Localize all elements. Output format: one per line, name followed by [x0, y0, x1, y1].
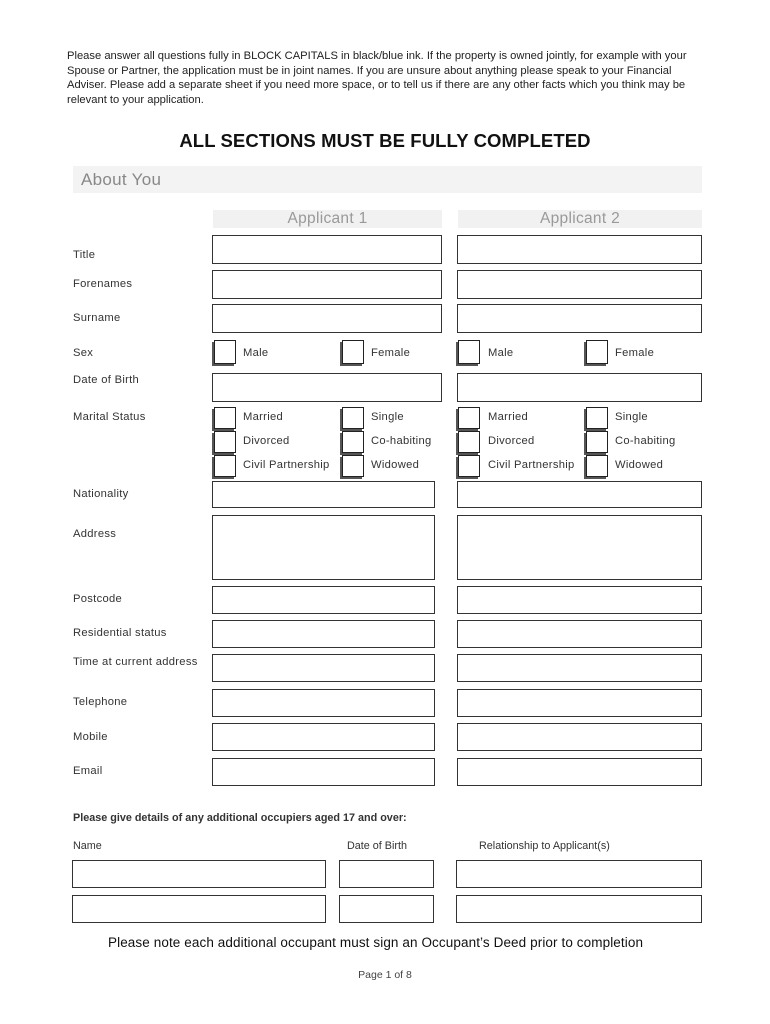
page-number: Page 1 of 8: [358, 969, 412, 981]
applicant-2-divorced-label: Divorced: [488, 435, 535, 447]
applicant-1-header: Applicant 1: [213, 210, 442, 228]
occupier-2-dob-input[interactable]: [339, 895, 434, 923]
applicant-1-male-checkbox[interactable]: [214, 340, 236, 364]
applicant-1-address-input[interactable]: [212, 515, 435, 580]
applicant-1-forenames-input[interactable]: [212, 270, 442, 299]
applicant-1-divorced-checkbox[interactable]: [214, 431, 236, 453]
applicant-1-civil-partnership-label: Civil Partnership: [243, 459, 330, 471]
applicant-1-residential-status-input[interactable]: [212, 620, 435, 648]
occupier-name-header: Name: [73, 840, 102, 852]
applicant-1-mobile-input[interactable]: [212, 723, 435, 751]
applicant-1-single-checkbox[interactable]: [342, 407, 364, 429]
applicant-2-title-input[interactable]: [457, 235, 702, 264]
title-label: Title: [73, 249, 96, 261]
sex-label: Sex: [73, 347, 94, 359]
applicant-1-surname-input[interactable]: [212, 304, 442, 333]
forenames-label: Forenames: [73, 278, 133, 290]
occupier-2-name-input[interactable]: [72, 895, 326, 923]
applicant-2-civil-partnership-checkbox[interactable]: [458, 455, 480, 477]
applicant-1-married-checkbox[interactable]: [214, 407, 236, 429]
applicant-2-married-checkbox[interactable]: [458, 407, 480, 429]
applicant-1-widowed-label: Widowed: [371, 459, 420, 471]
mobile-label: Mobile: [73, 731, 108, 743]
occupier-2-relationship-input[interactable]: [456, 895, 702, 923]
email-label: Email: [73, 765, 103, 777]
applicant-1-female-label: Female: [371, 347, 411, 359]
telephone-label: Telephone: [73, 696, 128, 708]
applicant-1-civil-partnership-checkbox[interactable]: [214, 455, 236, 477]
applicant-2-header: Applicant 2: [458, 210, 702, 228]
applicant-2-mobile-input[interactable]: [457, 723, 702, 751]
occupant-deed-note: Please note each additional occupant must sign an Occupant’s Deed prior to completion: [108, 935, 644, 950]
applicant-1-dob-input[interactable]: [212, 373, 442, 402]
applicant-1-postcode-input[interactable]: [212, 586, 435, 614]
occupier-1-name-input[interactable]: [72, 860, 326, 888]
page-title: ALL SECTIONS MUST BE FULLY COMPLETED: [179, 130, 591, 151]
applicant-2-address-input[interactable]: [457, 515, 702, 580]
applicant-1-divorced-label: Divorced: [243, 435, 290, 447]
surname-label: Surname: [73, 312, 121, 324]
applicant-1-male-label: Male: [243, 347, 269, 359]
applicant-2-male-checkbox[interactable]: [458, 340, 480, 364]
occupier-1-relationship-input[interactable]: [456, 860, 702, 888]
applicant-1-married-label: Married: [243, 411, 284, 423]
applicant-2-time-at-address-input[interactable]: [457, 654, 702, 682]
applicant-2-postcode-input[interactable]: [457, 586, 702, 614]
occupier-dob-header: Date of Birth: [347, 840, 408, 852]
applicant-2-widowed-label: Widowed: [615, 459, 664, 471]
applicant-2-female-checkbox[interactable]: [586, 340, 608, 364]
applicant-1-title-input[interactable]: [212, 235, 442, 264]
applicant-2-forenames-input[interactable]: [457, 270, 702, 299]
applicant-2-cohabiting-label: Co-habiting: [615, 435, 676, 447]
applicant-2-dob-input[interactable]: [457, 373, 702, 402]
applicant-1-widowed-checkbox[interactable]: [342, 455, 364, 477]
applicant-2-civil-partnership-label: Civil Partnership: [488, 459, 575, 471]
applicant-2-single-label: Single: [615, 411, 648, 423]
section-header-bar: [73, 166, 702, 193]
marital-status-label: Marital Status: [73, 411, 146, 423]
applicant-1-time-at-address-input[interactable]: [212, 654, 435, 682]
applicant-2-male-label: Male: [488, 347, 514, 359]
applicant-2-residential-status-input[interactable]: [457, 620, 702, 648]
time-at-address-label: Time at current address: [73, 656, 198, 668]
occupier-1-dob-input[interactable]: [339, 860, 434, 888]
address-label: Address: [73, 528, 117, 540]
applicant-2-telephone-input[interactable]: [457, 689, 702, 717]
applicant-2-female-label: Female: [615, 347, 655, 359]
occupiers-heading: Please give details of any additional occupiers aged 17 and over:: [73, 812, 407, 824]
section-title: About You: [81, 170, 162, 189]
nationality-label: Nationality: [73, 488, 129, 500]
applicant-1-telephone-input[interactable]: [212, 689, 435, 717]
applicant-2-widowed-checkbox[interactable]: [586, 455, 608, 477]
applicant-2-married-label: Married: [488, 411, 529, 423]
occupier-relationship-header: Relationship to Applicant(s): [479, 840, 610, 852]
applicant-1-nationality-input[interactable]: [212, 481, 435, 508]
applicant-1-female-checkbox[interactable]: [342, 340, 364, 364]
applicant-1-cohabiting-label: Co-habiting: [371, 435, 432, 447]
applicant-2-email-input[interactable]: [457, 758, 702, 786]
applicant-1-cohabiting-checkbox[interactable]: [342, 431, 364, 453]
applicant-2-cohabiting-checkbox[interactable]: [586, 431, 608, 453]
dob-label: Date of Birth: [73, 374, 140, 386]
applicant-2-single-checkbox[interactable]: [586, 407, 608, 429]
residential-status-label: Residential status: [73, 627, 167, 639]
applicant-1-single-label: Single: [371, 411, 404, 423]
intro-text: Please answer all questions fully in BLOCK CAPITALS in black/blue ink. If the property is owned jointly, for example with your Spouse or Partner, the application must be in joint names. If you are unsure about anything please speak to your Financial Adviser. Please add a separate sheet if you need more space, or to tell us if there are any other facts which you think may be relevant to your application.: [67, 50, 687, 106]
applicant-2-nationality-input[interactable]: [457, 481, 702, 508]
applicant-2-surname-input[interactable]: [457, 304, 702, 333]
applicant-2-divorced-checkbox[interactable]: [458, 431, 480, 453]
postcode-label: Postcode: [73, 593, 123, 605]
applicant-1-email-input[interactable]: [212, 758, 435, 786]
